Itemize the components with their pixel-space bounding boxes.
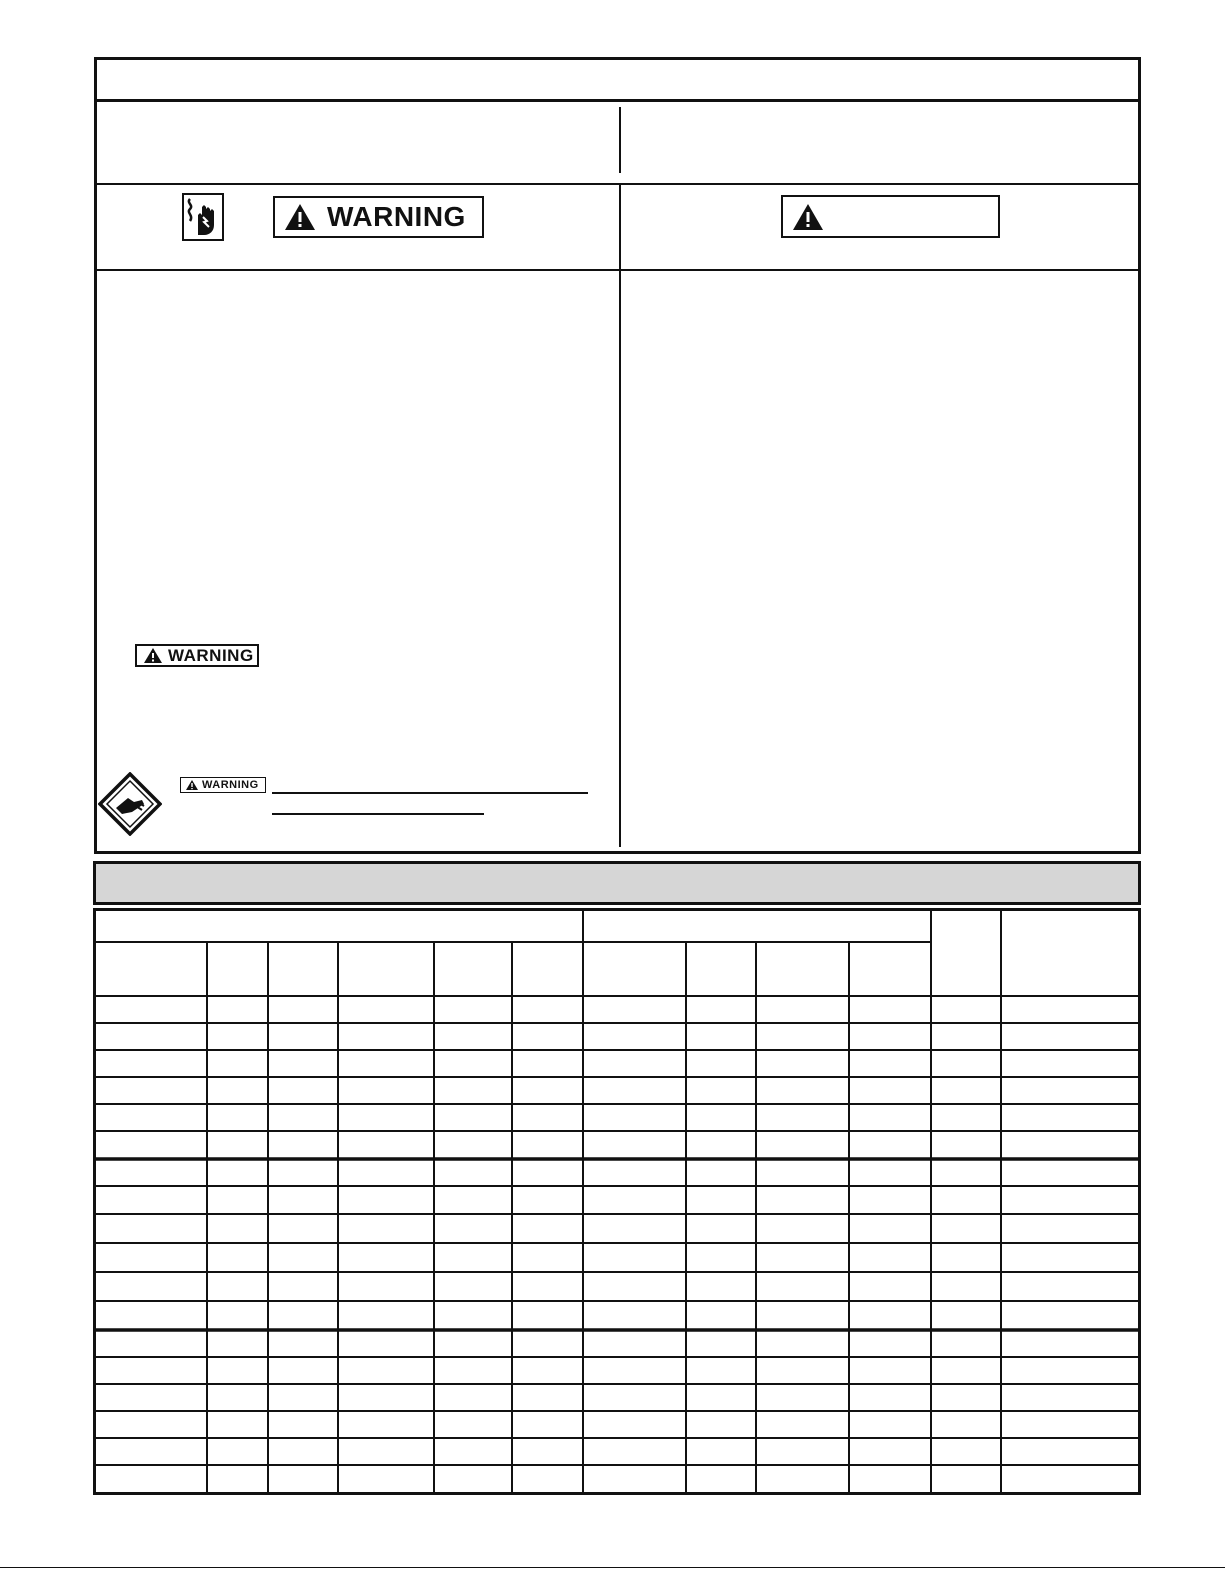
page-bottom-rule (0, 1567, 1225, 1568)
small-warning-label: WARNING (202, 779, 259, 791)
warning-badge-label: WARNING (327, 201, 466, 232)
inline-warning-label: WARNING (168, 645, 254, 665)
